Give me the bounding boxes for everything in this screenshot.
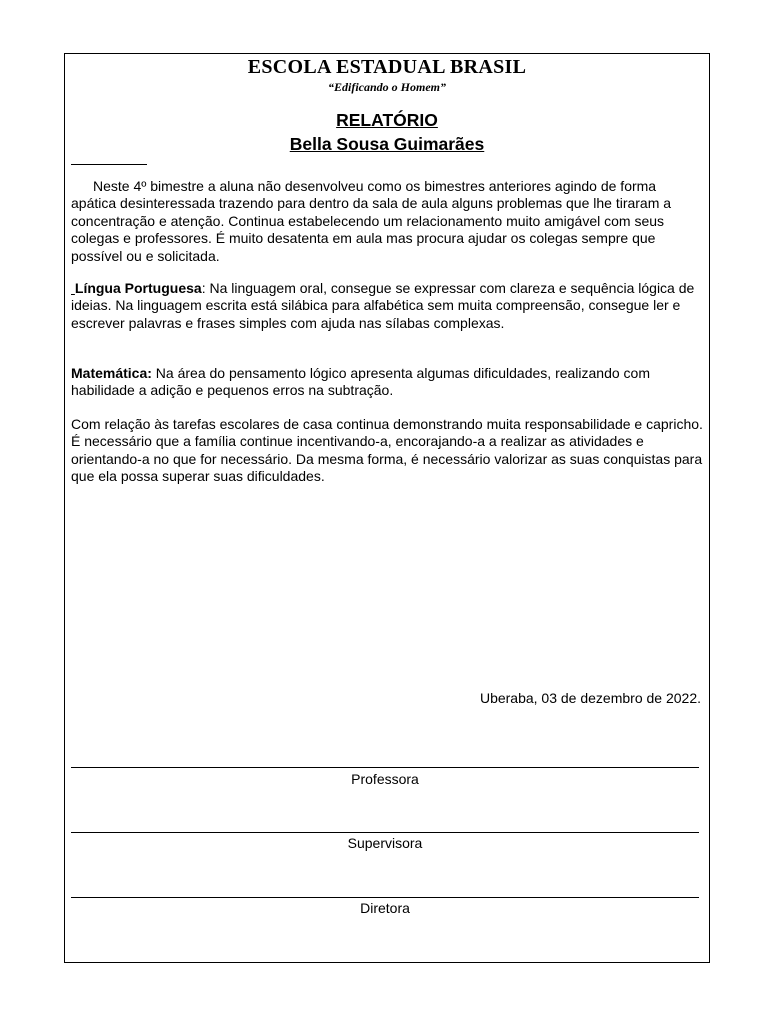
portuguese-heading: Língua Portuguesa xyxy=(74,280,202,296)
signature-line-director xyxy=(71,897,699,898)
intro-paragraph xyxy=(71,178,703,265)
signature-line-teacher xyxy=(71,767,699,768)
homework-paragraph: Com relação às tarefas escolares de casa continua demonstrando muita responsabilidade e capricho. É necessário que a família continue incentivando-a, encorajando-a a realizar as atividades e orientando-a no que for necessário. Da mesma forma, é necessário valorizar as suas conquistas para que ela possa superar suas dificuldades. xyxy=(71,416,703,485)
report-frame xyxy=(64,53,710,963)
math-paragraph xyxy=(71,365,703,400)
portuguese-paragraph xyxy=(71,280,703,332)
signature-label-teacher: Professora xyxy=(351,771,419,787)
signature-label-director: Diretora xyxy=(360,900,410,916)
portuguese-text: : Na linguagem oral, consegue se expressar com clareza e sequência lógica de ideias. Na linguagem escrita está silábica para alfabética sem muita compreensão, consegue ler e escrever palavras e frases simples com ajuda nas sílabas complexas. xyxy=(71,280,695,331)
intro-text: Neste 4º bimestre a aluna não desenvolveu como os bimestres anteriores agindo de forma apática desinteressada trazendo para dentro da sala de aula alguns problemas que lhe tiraram a concentração e atenção. Continua estabelecendo um relacionamento muito amigável com seus colegas e professores. É muito desatenta em aula mas procura ajudar os colegas sempre que possível ou e solicitada. xyxy=(71,178,672,264)
date-line: Uberaba, 03 de dezembro de 2022. xyxy=(479,690,701,706)
signature-label-supervisor: Supervisora xyxy=(347,835,423,851)
short-divider xyxy=(71,164,147,165)
signature-line-supervisor xyxy=(71,832,699,833)
report-title: RELATÓRIO xyxy=(336,110,438,130)
school-motto: “Edificando o Homem” xyxy=(328,80,446,94)
math-heading: Matemática: xyxy=(71,365,152,381)
school-name: ESCOLA ESTADUAL BRASIL xyxy=(247,56,527,78)
math-text: Na área do pensamento lógico apresenta algumas dificuldades, realizando com habilidade a adição e pequenos erros na subtração. xyxy=(71,365,651,399)
student-name: Bella Sousa Guimarães xyxy=(289,134,485,154)
